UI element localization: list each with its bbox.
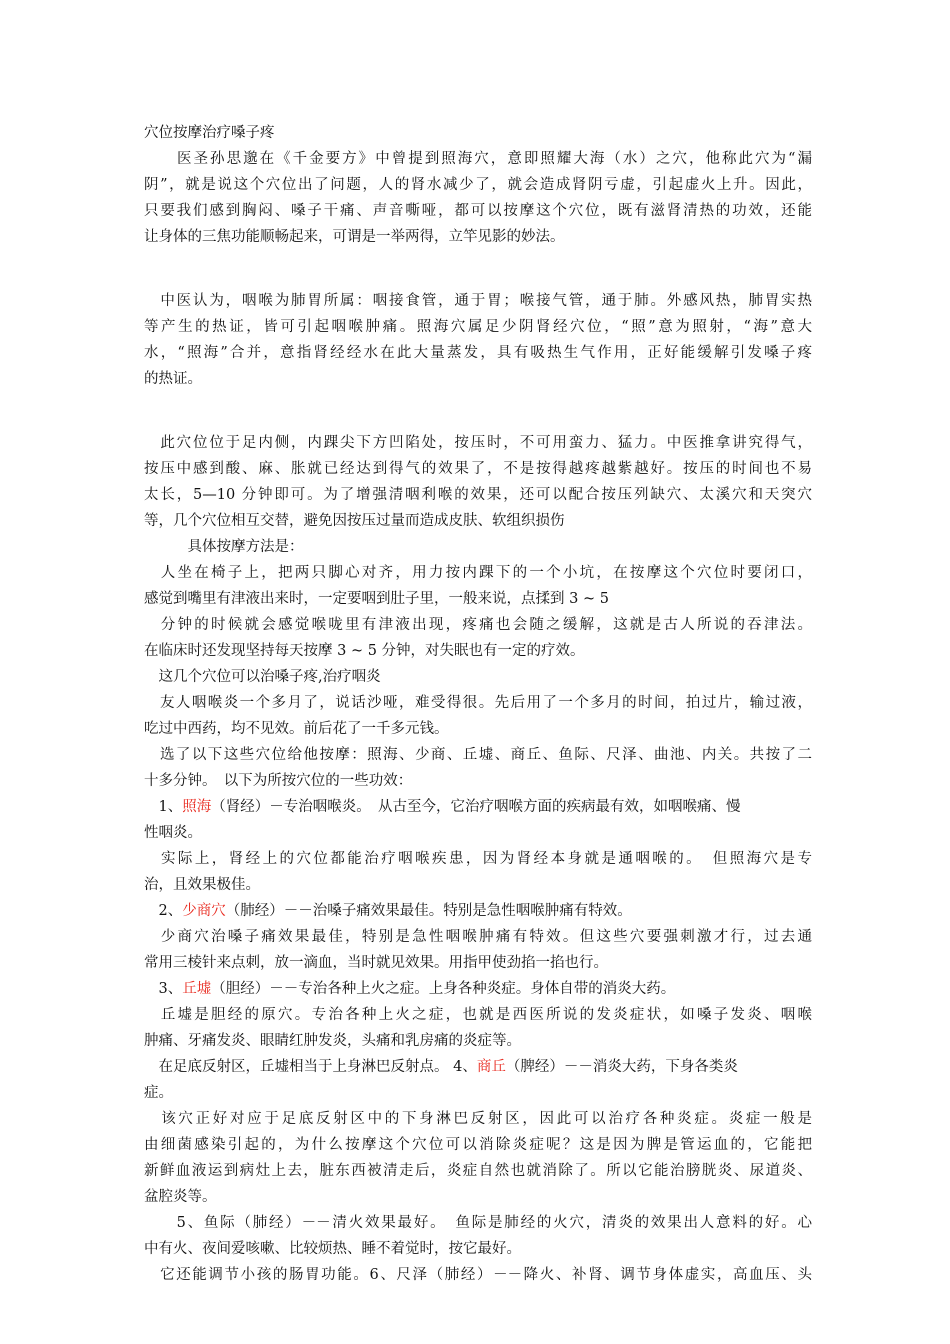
- text-line: 实际上，肾经上的穴位都能治疗咽喉疾患，因为肾经本身就是通咽喉的。 但照海穴是专: [144, 851, 812, 867]
- item-lead: 在足底反射区，丘墟相当于上身淋巴反射点。 4、: [144, 1059, 477, 1075]
- paragraph-shaoshang-detail: [144, 924, 812, 976]
- acupoint-name: 丘墟: [182, 981, 212, 997]
- text-line: 症。: [144, 1085, 173, 1101]
- text-line: 的热证。: [144, 371, 202, 387]
- text-line: [144, 1054, 812, 1080]
- text-line: [144, 898, 812, 924]
- text-line: 性咽炎。: [144, 825, 202, 841]
- item-number: 1、: [144, 799, 183, 815]
- text-line: 治，且效果极佳。: [144, 877, 260, 893]
- text-line: [144, 976, 812, 1002]
- text-line: 水，“照海”合并，意指肾经经水在此大量蒸发，具有吸热生气作用，正好能缓解引发嗓子疼: [144, 345, 812, 361]
- text-line: [144, 794, 812, 820]
- acupoint-name: 照海: [182, 799, 212, 815]
- list-item-qiuxu: [144, 976, 812, 1002]
- paragraph-qiuxu-detail: [144, 1002, 812, 1054]
- text-line: 医圣孙思邈在《千金要方》中曾提到照海穴，意即照耀大海（水）之穴，他称此穴为“漏: [144, 151, 812, 167]
- article: [144, 120, 812, 1288]
- text-line: 友人咽喉炎一个多月了，说话沙哑，难受得很。先后用了一个多月的时间，拍过片，输过液，: [144, 695, 812, 711]
- text-line: 十多分钟。 以下为所按穴位的一些功效：: [144, 773, 413, 789]
- section-subtitle: 这几个穴位可以治嗓子疼,治疗咽炎: [144, 669, 381, 685]
- text-line: 中有火、夜间爱咳嗽、比较烦热、睡不着觉时，按它最好。: [144, 1241, 521, 1257]
- text-line: 吃过中西药，均不见效。前后花了一千多元钱。: [144, 721, 449, 737]
- item-description: （肾经）－专治咽喉炎。 从古至今，它治疗咽喉方面的疾病最有效，如咽喉痛、慢: [211, 799, 741, 815]
- item-description: （肺经）－－治嗓子痛效果最佳。特别是急性咽喉肿痛有特效。: [225, 903, 632, 919]
- text-line: 由细菌感染引起的，为什么按摩这个穴位可以消除炎症呢？这是因为脾是管运血的，它能把: [144, 1137, 812, 1153]
- item-description: （胆经）－－专治各种上火之症。上身各种炎症。身体自带的消炎大药。: [211, 981, 676, 997]
- acupoint-name: 商丘: [476, 1059, 506, 1075]
- paragraph-tcm-view: [144, 288, 812, 392]
- text-line: 常用三棱针来点刺，放一滴血，当时就见效果。用指甲使劲掐一掐也行。: [144, 955, 608, 971]
- list-item-shangqiu: [144, 1054, 812, 1106]
- paragraph-selected-points: [144, 742, 812, 794]
- list-item-zhaohai: [144, 794, 812, 846]
- text-line: 阴”，就是说这个穴位出了问题，人的肾水减少了，就会造成肾阴亏虚，引起虚火上升。因此，: [144, 177, 812, 193]
- text-line: 少商穴治嗓子痛效果最佳，特别是急性咽喉肿痛有特效。但这些穴要强刺激才行，过去通: [144, 929, 812, 945]
- text-line: 丘墟是胆经的原穴。专治各种上火之症，也就是西医所说的发炎症状，如嗓子发炎、咽喉: [144, 1007, 812, 1023]
- item-description: （脾经）－－消炎大药，下身各类炎: [505, 1059, 738, 1075]
- paragraph-intro: [144, 146, 812, 250]
- paragraph-friend: [144, 690, 812, 742]
- paragraph-spacer: [144, 250, 812, 288]
- item-number: 3、: [144, 981, 183, 997]
- text-line: 5、鱼际（肺经）－－清火效果最好。 鱼际是肺经的火穴，清炎的效果出人意料的好。心: [144, 1215, 812, 1231]
- text-line: 肿痛、牙痛发炎、眼睛红肿发炎，头痛和乳房痛的炎症等。: [144, 1033, 521, 1049]
- text-line: 只要我们感到胸闷、嗓子干痛、声音嘶哑，都可以按摩这个穴位，既有滋肾清热的功效，还能: [144, 203, 812, 219]
- article-title: 穴位按摩治疗嗓子疼: [144, 125, 275, 141]
- list-item-shaoshang: [144, 898, 812, 924]
- item-number: 2、: [144, 903, 183, 919]
- paragraph-spacer: [144, 392, 812, 430]
- paragraph-method: [144, 560, 812, 612]
- text-line: 等产生的热证，皆可引起咽喉肿痛。照海穴属足少阴肾经穴位，“照”意为照射，“海”意大: [144, 319, 812, 335]
- paragraph-swallow: [144, 612, 812, 664]
- paragraph-yuji: [144, 1210, 812, 1262]
- acupoint-name: 少商穴: [182, 903, 226, 919]
- text-line: 新鲜血液运到病灶上去，脏东西被清走后，炎症自然也就消除了。所以它能治膀胱炎、尿道炎、: [144, 1163, 812, 1179]
- text-line: 按压中感到酸、麻、胀就已经达到得气的效果了，不是按得越疼越紫越好。按压的时间也不易: [144, 461, 812, 477]
- paragraph-location: [144, 430, 812, 534]
- text-line: 盆腔炎等。: [144, 1189, 217, 1205]
- text-line: 该穴正好对应于足底反射区中的下身淋巴反射区，因此可以治疗各种炎症。炎症一般是: [144, 1111, 812, 1127]
- text-line: 中医认为，咽喉为肺胃所属：咽接食管，通于胃；喉接气管，通于肺。外感风热，肺胃实热: [144, 293, 812, 309]
- text-line: 在临床时还发现坚持每天按摩 3 ~ 5 分钟，对失眠也有一定的疗效。: [144, 643, 585, 659]
- method-heading: 具体按摩方法是：: [144, 539, 304, 555]
- paragraph-shangqiu-detail: [144, 1106, 812, 1210]
- text-line: 感觉到嘴里有津液出来时，一定要咽到肚子里，一般来说，点揉到 3 ~ 5: [144, 591, 609, 607]
- text-line: 分钟的时候就会感觉喉咙里有津液出现，疼痛也会随之缓解，这就是古人所说的吞津法。: [144, 617, 812, 633]
- text-line: 选了以下这些穴位给他按摩：照海、少商、丘墟、商丘、鱼际、尺泽、曲池、内关。共按了二: [144, 747, 812, 763]
- text-line: 让身体的三焦功能顺畅起来，可谓是一举两得，立竿见影的妙法。: [144, 229, 565, 245]
- text-line: 它还能调节小孩的肠胃功能。6、尺泽（肺经）－－降火、补肾、调节身体虚实，高血压、头: [144, 1267, 812, 1283]
- text-line: 人坐在椅子上，把两只脚心对齐，用力按内踝下的一个小坑，在按摩这个穴位时要闭口，: [144, 565, 812, 581]
- text-line: 等，几个穴位相互交替，避免因按压过量而造成皮肤、软组织损伤: [144, 513, 565, 529]
- text-line: 太长，5—10 分钟即可。为了增强清咽利喉的效果，还可以配合按压列缺穴、太溪穴和天突穴: [144, 487, 812, 503]
- paragraph-chize: [144, 1262, 812, 1288]
- paragraph-kidney-meridian: [144, 846, 812, 898]
- text-line: 此穴位位于足内侧，内踝尖下方凹陷处，按压时，不可用蛮力、猛力。中医推拿讲究得气，: [144, 435, 812, 451]
